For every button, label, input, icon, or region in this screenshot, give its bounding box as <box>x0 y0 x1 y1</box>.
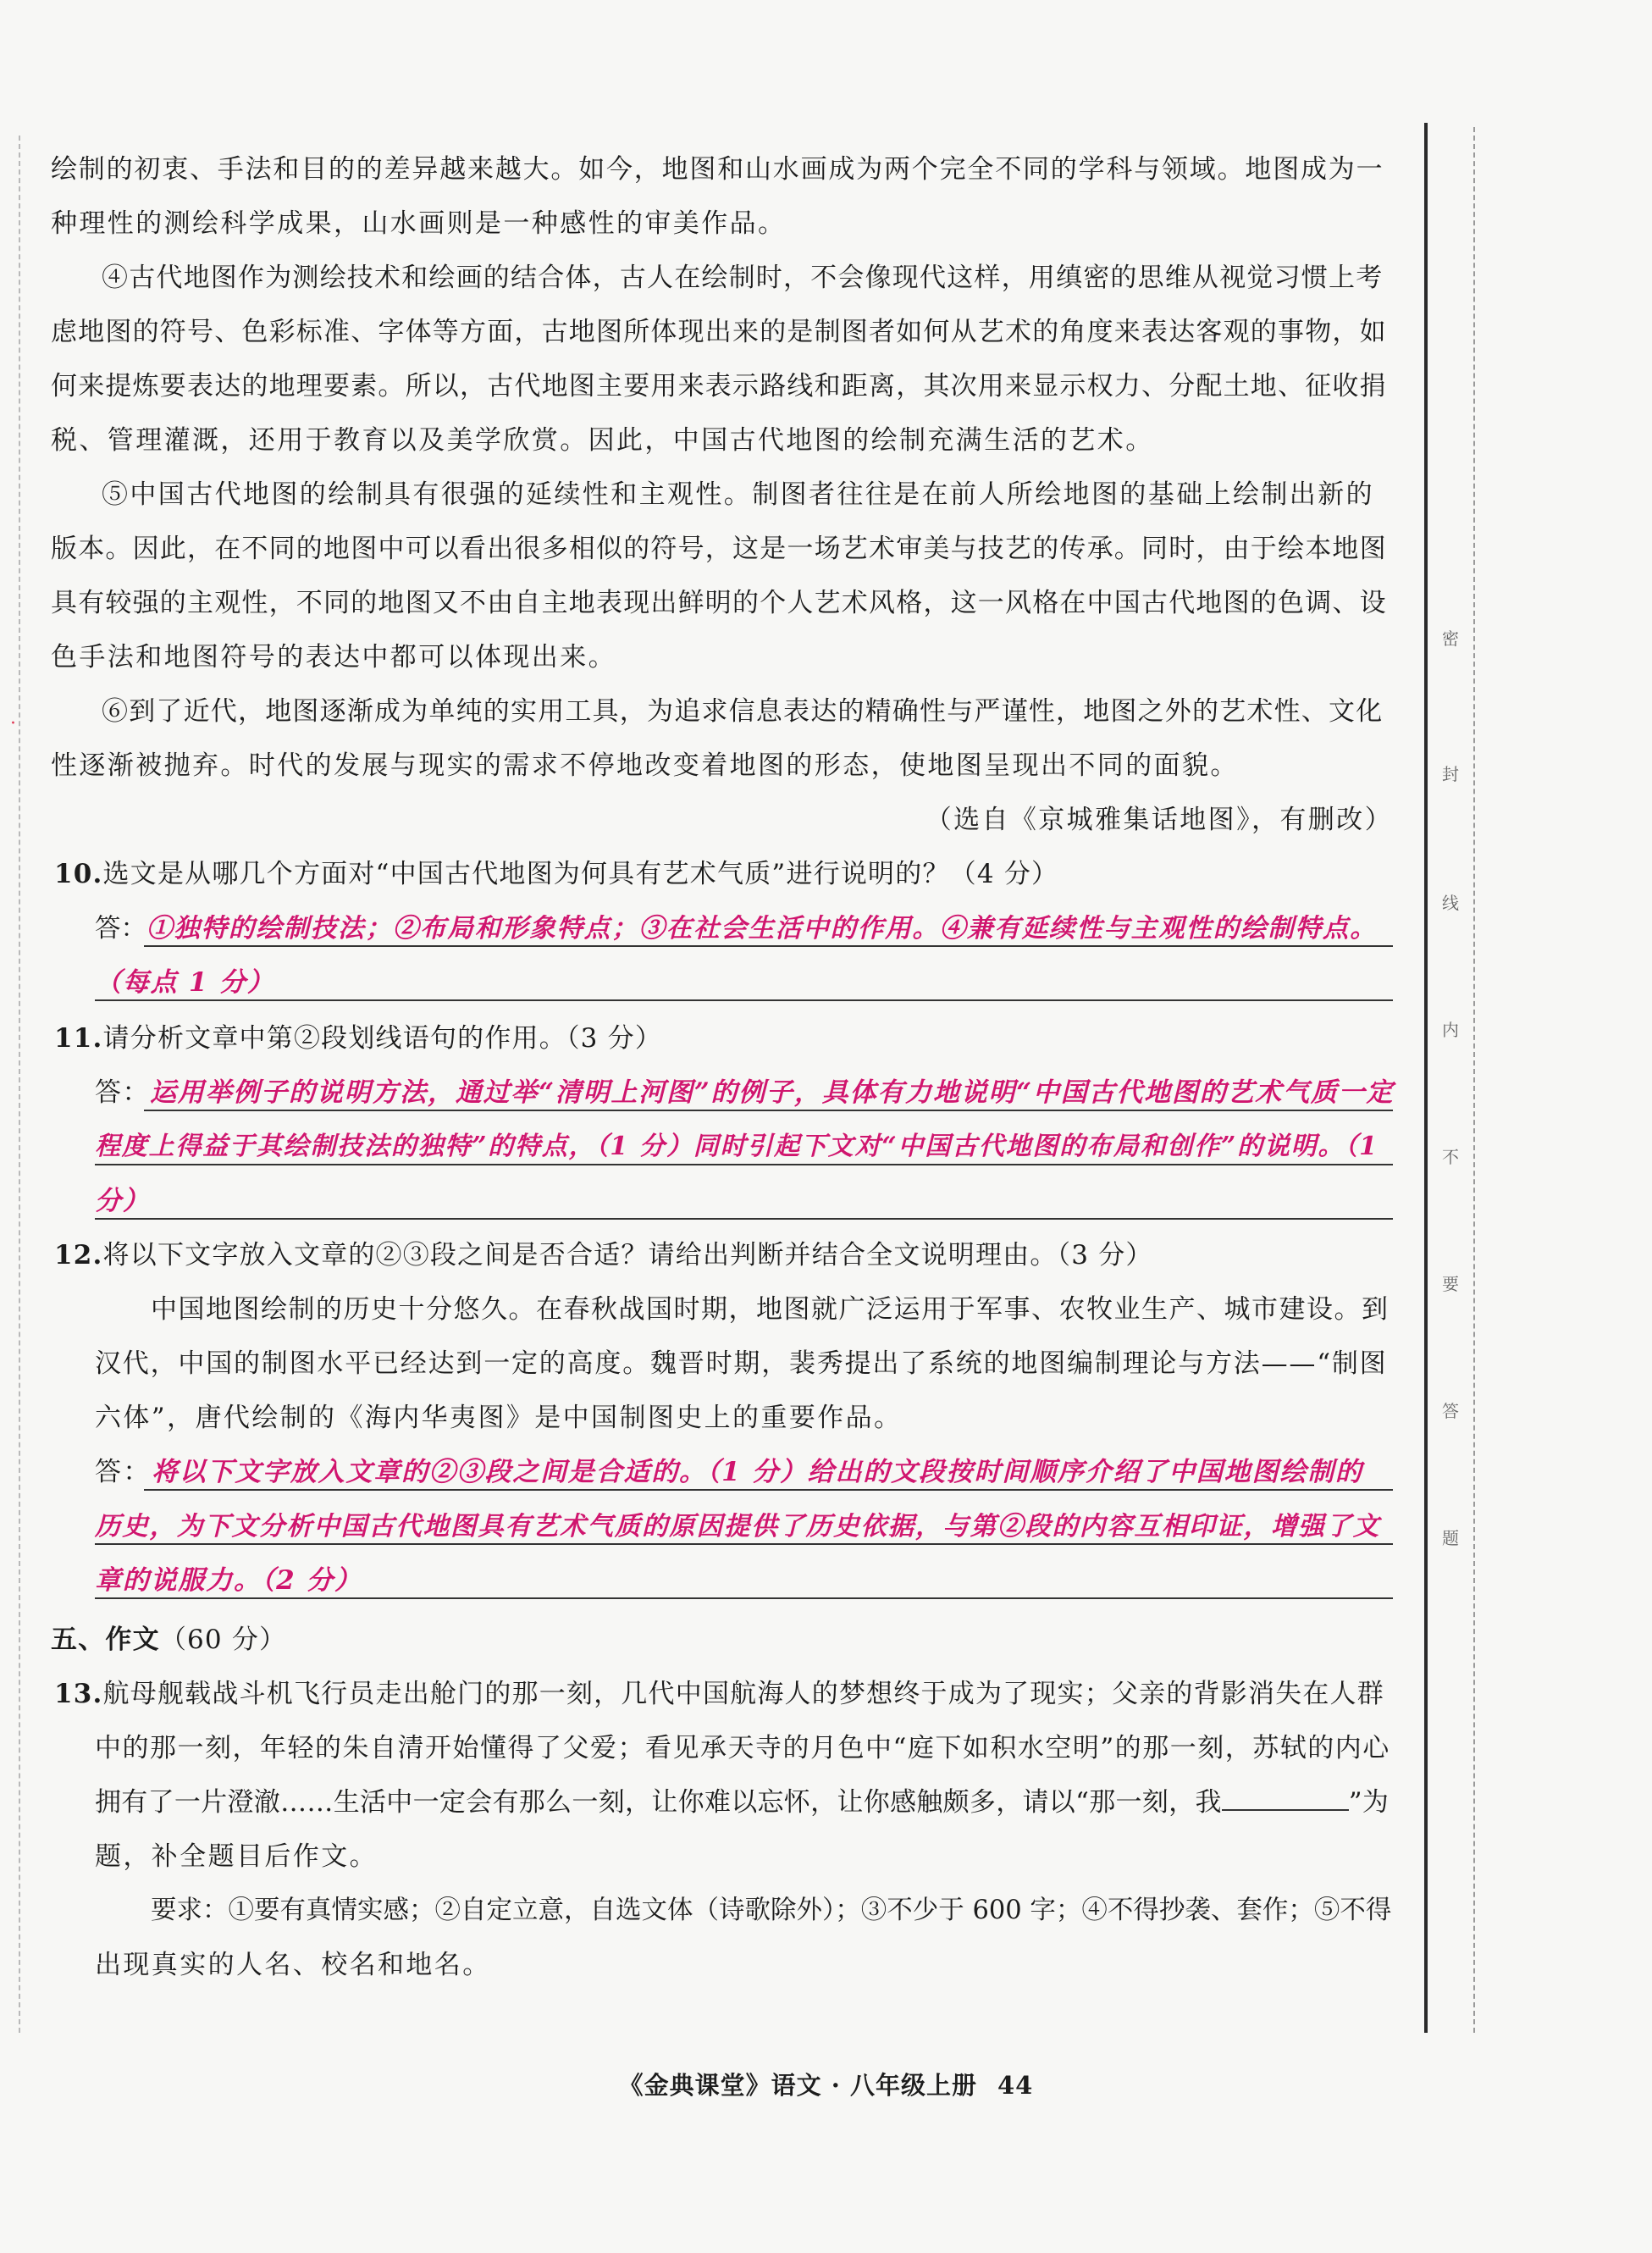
answer-label: 答： <box>95 1457 152 1487</box>
answer-underline <box>95 999 1393 1001</box>
paragraph-6-line: 性逐渐被抛弃。时代的发展与现实的需求不停地改变着地图的形态，使地图呈现出不同的面貌。 <box>51 750 1239 781</box>
answer-underline <box>95 1543 1393 1545</box>
paragraph-6-line: ⑥到了近代，地图逐渐成为单纯的实用工具，为追求信息表达的精确性与严谨性，地图之外的艺术性、文化 <box>102 696 1384 727</box>
title-blank <box>1222 1787 1349 1811</box>
red-dot-mark: · <box>10 713 16 734</box>
seal-char-6: 要 <box>1442 1274 1459 1294</box>
article-source: （选自《京城雅集话地图》，有删改） <box>925 805 1393 835</box>
answer-11-line-1 <box>95 1076 1393 1110</box>
quoted-passage-line: 中国地图绘制的历史十分悠久。在春秋战国时期，地图就广泛运用于军事、农牧业生产、城市建设。到 <box>151 1294 1390 1325</box>
question-11 <box>54 1021 1393 1055</box>
paragraph-5-line: ⑤中国古代地图的绘制具有很强的延续性和主观性。制图者往往是在前人所绘地图的基础上绘制出新的 <box>102 479 1374 510</box>
answer-underline <box>95 1597 1393 1599</box>
answer-label: 答： <box>95 1077 150 1108</box>
answer-text: 将以下文字放入文章的②③段之间是合适的。（1 分）给出的文段按时间顺序介绍了中国地图绘制的 <box>151 1457 1363 1487</box>
article-line: 绘制的初衷、手法和目的的差异越来越大。如今，地图和山水画成为两个完全不同的学科与领域。地图成为一 <box>51 154 1384 185</box>
section-title: 五、作文 <box>51 1625 160 1655</box>
seal-char-5: 不 <box>1442 1147 1459 1167</box>
question-text: 将以下文字放入文章的②③段之间是否合适？请给出判断并结合全文说明理由。（3 分） <box>102 1240 1153 1270</box>
question-number: 10. <box>54 859 103 889</box>
answer-12-line-2 <box>95 1509 1393 1544</box>
seal-char-2: 封 <box>1442 764 1459 784</box>
question-text: ”为 <box>1348 1787 1390 1818</box>
paragraph-4-line: 税、管理灌溉，还用于教育以及美学欣赏。因此，中国古代地图的绘制充满生活的艺术。 <box>51 425 1154 456</box>
answer-underline <box>144 1110 1393 1111</box>
book-title: 《金典课堂》语文 · 八年级上册 <box>618 2071 977 2100</box>
question-number: 11. <box>54 1023 103 1054</box>
question-13-line-4: 题，补全题目后作文。 <box>95 1841 378 1872</box>
question-13-line-1 <box>54 1677 1393 1711</box>
answer-10-line-1 <box>95 911 1393 946</box>
question-text: 航母舰载战斗机飞行员走出舱门的那一刻，几代中国航海人的梦想终于成为了现实；父亲的背影消失在人群 <box>102 1679 1384 1709</box>
requirements-line-1: 要求：①要有真情实感；②自定立意，自选文体（诗歌除外）；③不少于 600 字；④不得抄袭、套作；⑤不得 <box>151 1896 1392 1925</box>
quoted-passage-line: 汉代，中国的制图水平已经达到一定的高度。魏晋时期，裴秀提出了系统的地图编制理论与方法——“制图 <box>95 1348 1388 1379</box>
paragraph-5-line: 版本。因此，在不同的地图中可以看出很多相似的符号，这是一场艺术审美与技艺的传承。同时，由于绘本地图 <box>51 534 1387 564</box>
answer-text: （每点 1 分） <box>95 967 275 998</box>
requirements-line-2: 出现真实的人名、校名和地名。 <box>95 1950 491 1980</box>
answer-11-line-3 <box>95 1184 1393 1218</box>
seal-char-4: 内 <box>1442 1020 1459 1040</box>
quoted-passage-line: 六体”，唐代绘制的《海内华夷图》是中国制图史上的重要作品。 <box>95 1403 903 1433</box>
page-footer <box>0 2067 1652 2101</box>
question-text: 选文是从哪几个方面对“中国古代地图为何具有艺术气质”进行说明的？（4 分） <box>102 859 1059 889</box>
question-number: 12. <box>54 1240 103 1270</box>
answer-underline <box>144 945 1393 947</box>
page-number: 44 <box>997 2071 1034 2100</box>
answer-text: 分） <box>95 1186 151 1216</box>
answer-text: 历史，为下文分析中国古代地图具有艺术气质的原因提供了历史依据，与第②段的内容互相印证，增强了文 <box>95 1511 1381 1542</box>
answer-text: ①独特的绘制技法；②布局和形象特点；③在社会生活中的作用。④兼有延续性与主观性的绘制特点。 <box>146 913 1378 944</box>
paragraph-4-line: 虑地图的符号、色彩标准、字体等方面，古地图所体现出来的是制图者如何从艺术的角度来表达客观的事物，如 <box>51 317 1387 347</box>
paragraph-5-line: 色手法和地图符号的表达中都可以体现出来。 <box>51 642 616 673</box>
answer-label: 答： <box>95 914 146 944</box>
question-number: 13. <box>54 1679 103 1709</box>
paragraph-4-line: ④古代地图作为测绘技术和绘画的结合体，古人在绘制时，不会像现代这样，用缜密的思维从视觉习惯上考 <box>102 263 1384 293</box>
binding-dashed-line-left <box>19 136 20 2033</box>
question-text: 请分析文章中第②段划线语句的作用。（3 分） <box>102 1023 663 1054</box>
seal-char-1: 密 <box>1442 628 1459 649</box>
question-12 <box>54 1238 1393 1272</box>
seal-char-7: 答 <box>1442 1401 1459 1421</box>
answer-12-line-3 <box>95 1564 1393 1597</box>
question-10 <box>54 857 1393 891</box>
question-text: 拥有了一片澄澈……生活中一定会有那么一刻，让你难以忘怀，让你感触颇多，请以“那一刻，我 <box>95 1787 1222 1818</box>
paragraph-4-line: 何来提炼要表达的地理要素。所以，古代地图主要用来表示路线和距离，其次用来显示权力、分配土地、征收捐 <box>51 371 1387 401</box>
answer-underline <box>95 1218 1393 1220</box>
answer-10-line-2 <box>95 966 1393 999</box>
question-13-line-3 <box>95 1785 1393 1819</box>
answer-11-line-2 <box>95 1130 1393 1164</box>
seal-char-8: 题 <box>1442 1528 1459 1548</box>
section-5-heading <box>51 1623 1393 1657</box>
seal-char-3: 线 <box>1442 893 1459 913</box>
answer-underline <box>95 1164 1393 1165</box>
binding-dashed-line-right <box>1473 127 1475 2033</box>
answer-text: 章的说服力。（2 分） <box>95 1565 362 1596</box>
answer-underline <box>144 1489 1393 1491</box>
answer-text: 程度上得益于其绘制技法的独特”的特点，（1 分）同时引起下文对“中国古代地图的布局和创作”的说明。（1 <box>95 1132 1379 1161</box>
answer-text: 运用举例子的说明方法，通过举“清明上河图”的例子，具体有力地说明“中国古代地图的艺术气质一定 <box>150 1077 1395 1108</box>
question-13-line-2: 中的那一刻，年轻的朱自清开始懂得了父爱；看见承天寺的月色中“庭下如积水空明”的那一刻，苏轼的内心 <box>95 1733 1390 1763</box>
article-line: 种理性的测绘科学成果，山水画则是一种感性的审美作品。 <box>51 208 787 239</box>
answer-12-line-1 <box>95 1455 1393 1489</box>
paragraph-5-line: 具有较强的主观性，不同的地图又不由自主地表现出鲜明的个人艺术风格，这一风格在中国古代地图的色调、设 <box>51 588 1387 618</box>
binding-solid-line <box>1424 123 1428 2033</box>
section-score: （60 分） <box>159 1625 287 1655</box>
